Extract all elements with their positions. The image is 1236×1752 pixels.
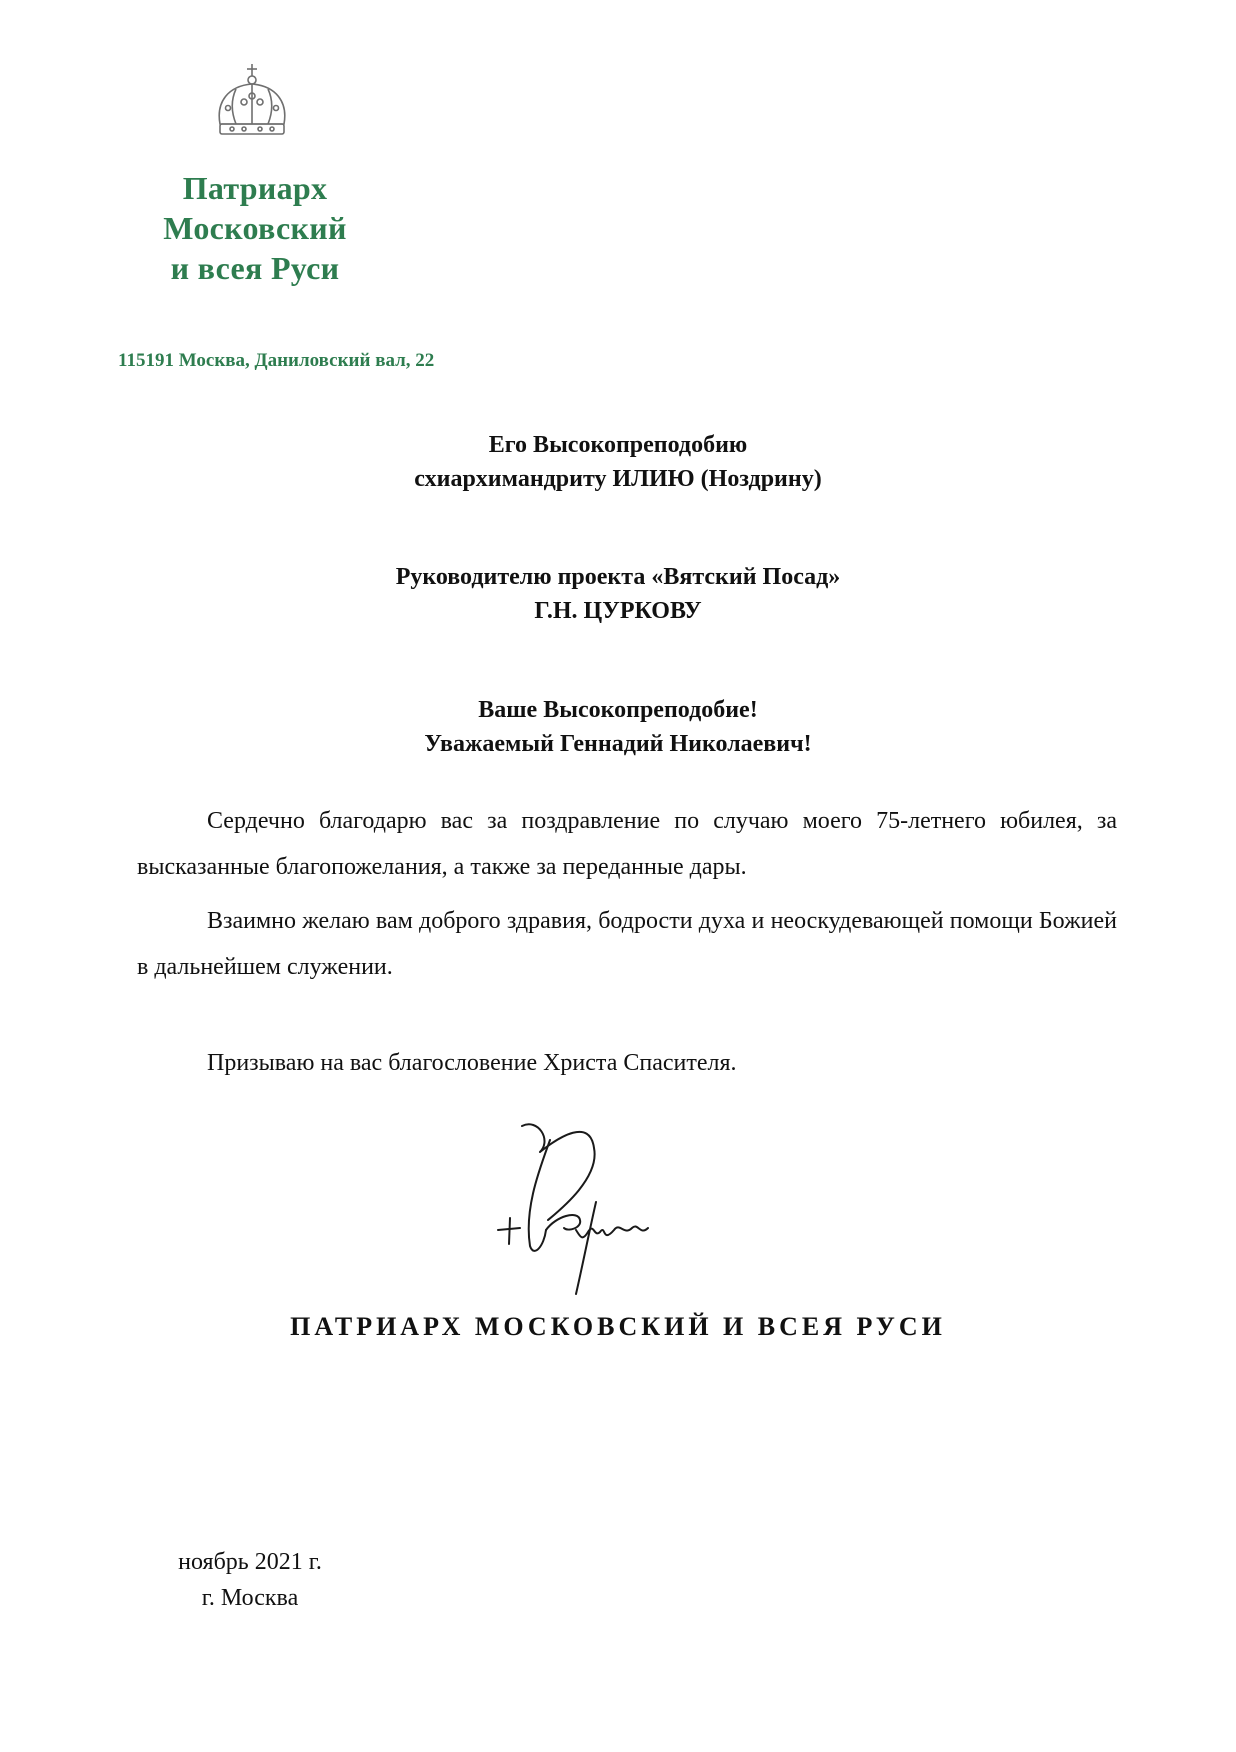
addressee-line: схиархимандриту ИЛИЮ (Ноздрину) bbox=[414, 466, 822, 492]
body-paragraph bbox=[137, 798, 1117, 890]
addressee-line: Руководителю проекта «Вятский Посад» bbox=[395, 564, 841, 590]
letterhead-title bbox=[140, 168, 370, 288]
place-text: г. Москва bbox=[201, 1585, 299, 1611]
dateline bbox=[160, 1544, 340, 1616]
letterhead-title-line: Московский bbox=[163, 210, 347, 246]
handwritten-signature bbox=[490, 1118, 720, 1308]
salutation bbox=[0, 693, 1236, 761]
body-paragraph bbox=[137, 898, 1117, 990]
addressee-recipient-1 bbox=[0, 428, 1236, 496]
addressee-recipient-2 bbox=[0, 560, 1236, 628]
signature-title: ПАТРИАРХ МОСКОВСКИЙ И ВСЕЯ РУСИ bbox=[290, 1312, 946, 1341]
letterhead-title-line: и всея Руси bbox=[170, 250, 340, 286]
body-paragraph-text: Взаимно желаю вам доброго здравия, бодрости духа и неоскудевающей помощи Божией в дальнейшем служении. bbox=[137, 908, 1117, 980]
date-text: ноябрь 2021 г. bbox=[178, 1549, 322, 1575]
letterhead-address: 115191 Москва, Даниловский вал, 22 bbox=[118, 350, 435, 371]
blessing-paragraph: Призываю на вас благословение Христа Спасителя. bbox=[207, 1050, 737, 1076]
body-paragraph-text: Сердечно благодарю вас за поздравление по случаю моего 75-летнего юбилея, за высказанные благопожелания, а также за переданные дары. bbox=[137, 808, 1117, 880]
addressee-line: Г.Н. ЦУРКОВУ bbox=[534, 598, 702, 624]
letterhead-title-line: Патриарх bbox=[182, 170, 328, 206]
addressee-line: Его Высокопреподобию bbox=[488, 432, 748, 458]
salutation-line: Ваше Высокопреподобие! bbox=[478, 697, 758, 723]
patriarchal-crown-icon bbox=[210, 62, 294, 142]
salutation-line: Уважаемый Геннадий Николаевич! bbox=[424, 731, 812, 757]
